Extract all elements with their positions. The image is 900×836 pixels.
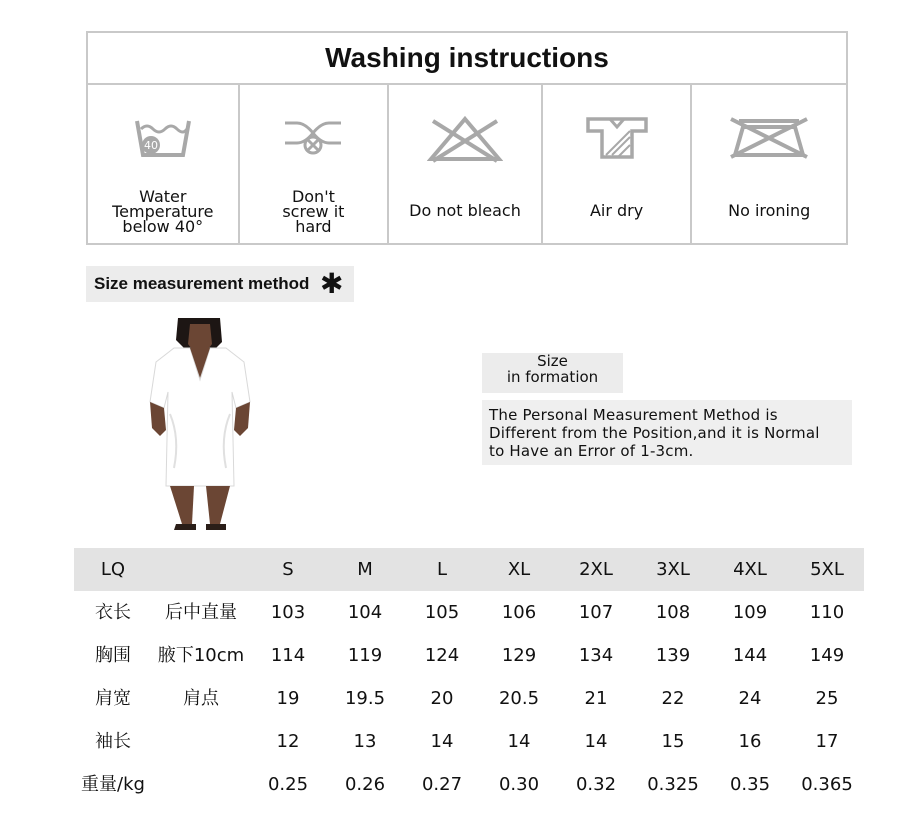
row-sub-label: 肩点 bbox=[183, 688, 219, 709]
wash-temp-cell bbox=[88, 85, 240, 243]
table-cell: 0.35 bbox=[729, 774, 771, 795]
table-cell: 0.32 bbox=[575, 774, 617, 795]
measurement-note: The Personal Measurement Method is Different from the Position,and it is Normal to Have an Error of 1-3cm. bbox=[482, 400, 852, 465]
table-cell: 25 bbox=[815, 688, 839, 709]
size-chart-table bbox=[74, 548, 864, 806]
washing-instructions-panel bbox=[86, 31, 848, 245]
table-cell: 105 bbox=[424, 602, 460, 623]
do-not-bleach-icon bbox=[427, 115, 503, 163]
table-cell: 21 bbox=[584, 688, 608, 709]
size-header: 5XL bbox=[810, 559, 844, 580]
table-cell: 0.25 bbox=[267, 774, 309, 795]
table-cell: 0.325 bbox=[647, 774, 699, 795]
table-cell: 13 bbox=[353, 731, 377, 752]
row-label: 衣长 bbox=[95, 602, 131, 623]
size-measurement-method-header bbox=[86, 266, 354, 302]
table-cell: 22 bbox=[661, 688, 685, 709]
table-cell: 108 bbox=[655, 602, 691, 623]
no-ironing-icon bbox=[725, 115, 813, 159]
do-not-bleach-cell bbox=[389, 85, 543, 243]
table-row bbox=[74, 634, 864, 677]
air-dry-icon bbox=[584, 115, 650, 161]
table-cell: 0.27 bbox=[421, 774, 463, 795]
asterisk-icon: ✱ bbox=[320, 268, 344, 299]
table-cell: 0.365 bbox=[801, 774, 853, 795]
no-ironing-cell bbox=[692, 85, 846, 243]
table-row bbox=[74, 763, 864, 806]
table-cell: 119 bbox=[347, 645, 383, 666]
table-cell: 139 bbox=[655, 645, 691, 666]
table-cell: 14 bbox=[430, 731, 454, 752]
table-cell: 0.30 bbox=[498, 774, 540, 795]
row-label: 袖长 bbox=[95, 731, 131, 752]
size-header: M bbox=[357, 559, 373, 580]
size-header: XL bbox=[507, 559, 531, 580]
table-cell: 106 bbox=[501, 602, 537, 623]
table-cell: 24 bbox=[738, 688, 762, 709]
wash-40-icon bbox=[133, 115, 193, 159]
dress-model-photo bbox=[140, 318, 260, 530]
row-label: 肩宽 bbox=[95, 688, 131, 709]
do-not-wring-label: Don't screw it hard bbox=[282, 187, 345, 236]
size-header: S bbox=[282, 559, 294, 580]
row-sub-label bbox=[156, 720, 246, 763]
size-header: 4XL bbox=[733, 559, 767, 580]
table-cell: 114 bbox=[270, 645, 306, 666]
size-header: L bbox=[436, 559, 448, 580]
no-ironing-label: No ironing bbox=[728, 201, 811, 220]
wash-temp-number: 40 bbox=[143, 139, 158, 152]
table-cell: 16 bbox=[738, 731, 762, 752]
table-cell: 12 bbox=[276, 731, 300, 752]
table-row bbox=[74, 720, 864, 763]
do-not-wring-cell bbox=[240, 85, 390, 243]
do-not-wring-icon bbox=[283, 115, 343, 159]
table-cell: 19 bbox=[276, 688, 300, 709]
table-cell: 14 bbox=[507, 731, 531, 752]
table-cell: 17 bbox=[815, 731, 839, 752]
table-cell: 20 bbox=[430, 688, 454, 709]
size-measurement-method-title: Size measurement method bbox=[94, 274, 310, 293]
row-sub-label: 后中直量 bbox=[165, 602, 237, 623]
table-cell: 15 bbox=[661, 731, 685, 752]
table-cell: 104 bbox=[347, 602, 383, 623]
table-cell: 129 bbox=[501, 645, 537, 666]
table-cell: 110 bbox=[809, 602, 845, 623]
washing-instructions-title: Washing instructions bbox=[88, 33, 846, 85]
do-not-bleach-label: Do not bleach bbox=[409, 201, 521, 220]
table-cell: 109 bbox=[732, 602, 768, 623]
size-chart-header-row bbox=[74, 548, 864, 591]
air-dry-cell bbox=[543, 85, 693, 243]
table-row bbox=[74, 677, 864, 720]
table-cell: 107 bbox=[578, 602, 614, 623]
washing-icons-row bbox=[88, 85, 846, 243]
table-cell: 0.26 bbox=[344, 774, 386, 795]
row-sub-label bbox=[156, 763, 246, 806]
size-information-label: Size in formation bbox=[482, 353, 623, 393]
size-header: 2XL bbox=[579, 559, 613, 580]
table-cell: 134 bbox=[578, 645, 614, 666]
size-header: 3XL bbox=[656, 559, 690, 580]
table-cell: 14 bbox=[584, 731, 608, 752]
row-label: 重量/kg bbox=[81, 774, 145, 795]
row-sub-label: 腋下10cm bbox=[157, 645, 245, 666]
table-cell: 149 bbox=[809, 645, 845, 666]
row-label: 胸围 bbox=[95, 645, 131, 666]
table-row bbox=[74, 591, 864, 634]
header-label: LQ bbox=[100, 559, 126, 580]
table-cell: 19.5 bbox=[344, 688, 386, 709]
table-cell: 124 bbox=[424, 645, 460, 666]
air-dry-label: Air dry bbox=[589, 201, 644, 220]
wash-temp-label: Water Temperature below 40° bbox=[112, 187, 214, 236]
table-cell: 20.5 bbox=[498, 688, 540, 709]
table-cell: 144 bbox=[732, 645, 768, 666]
table-cell: 103 bbox=[270, 602, 306, 623]
header-sub bbox=[156, 548, 246, 591]
